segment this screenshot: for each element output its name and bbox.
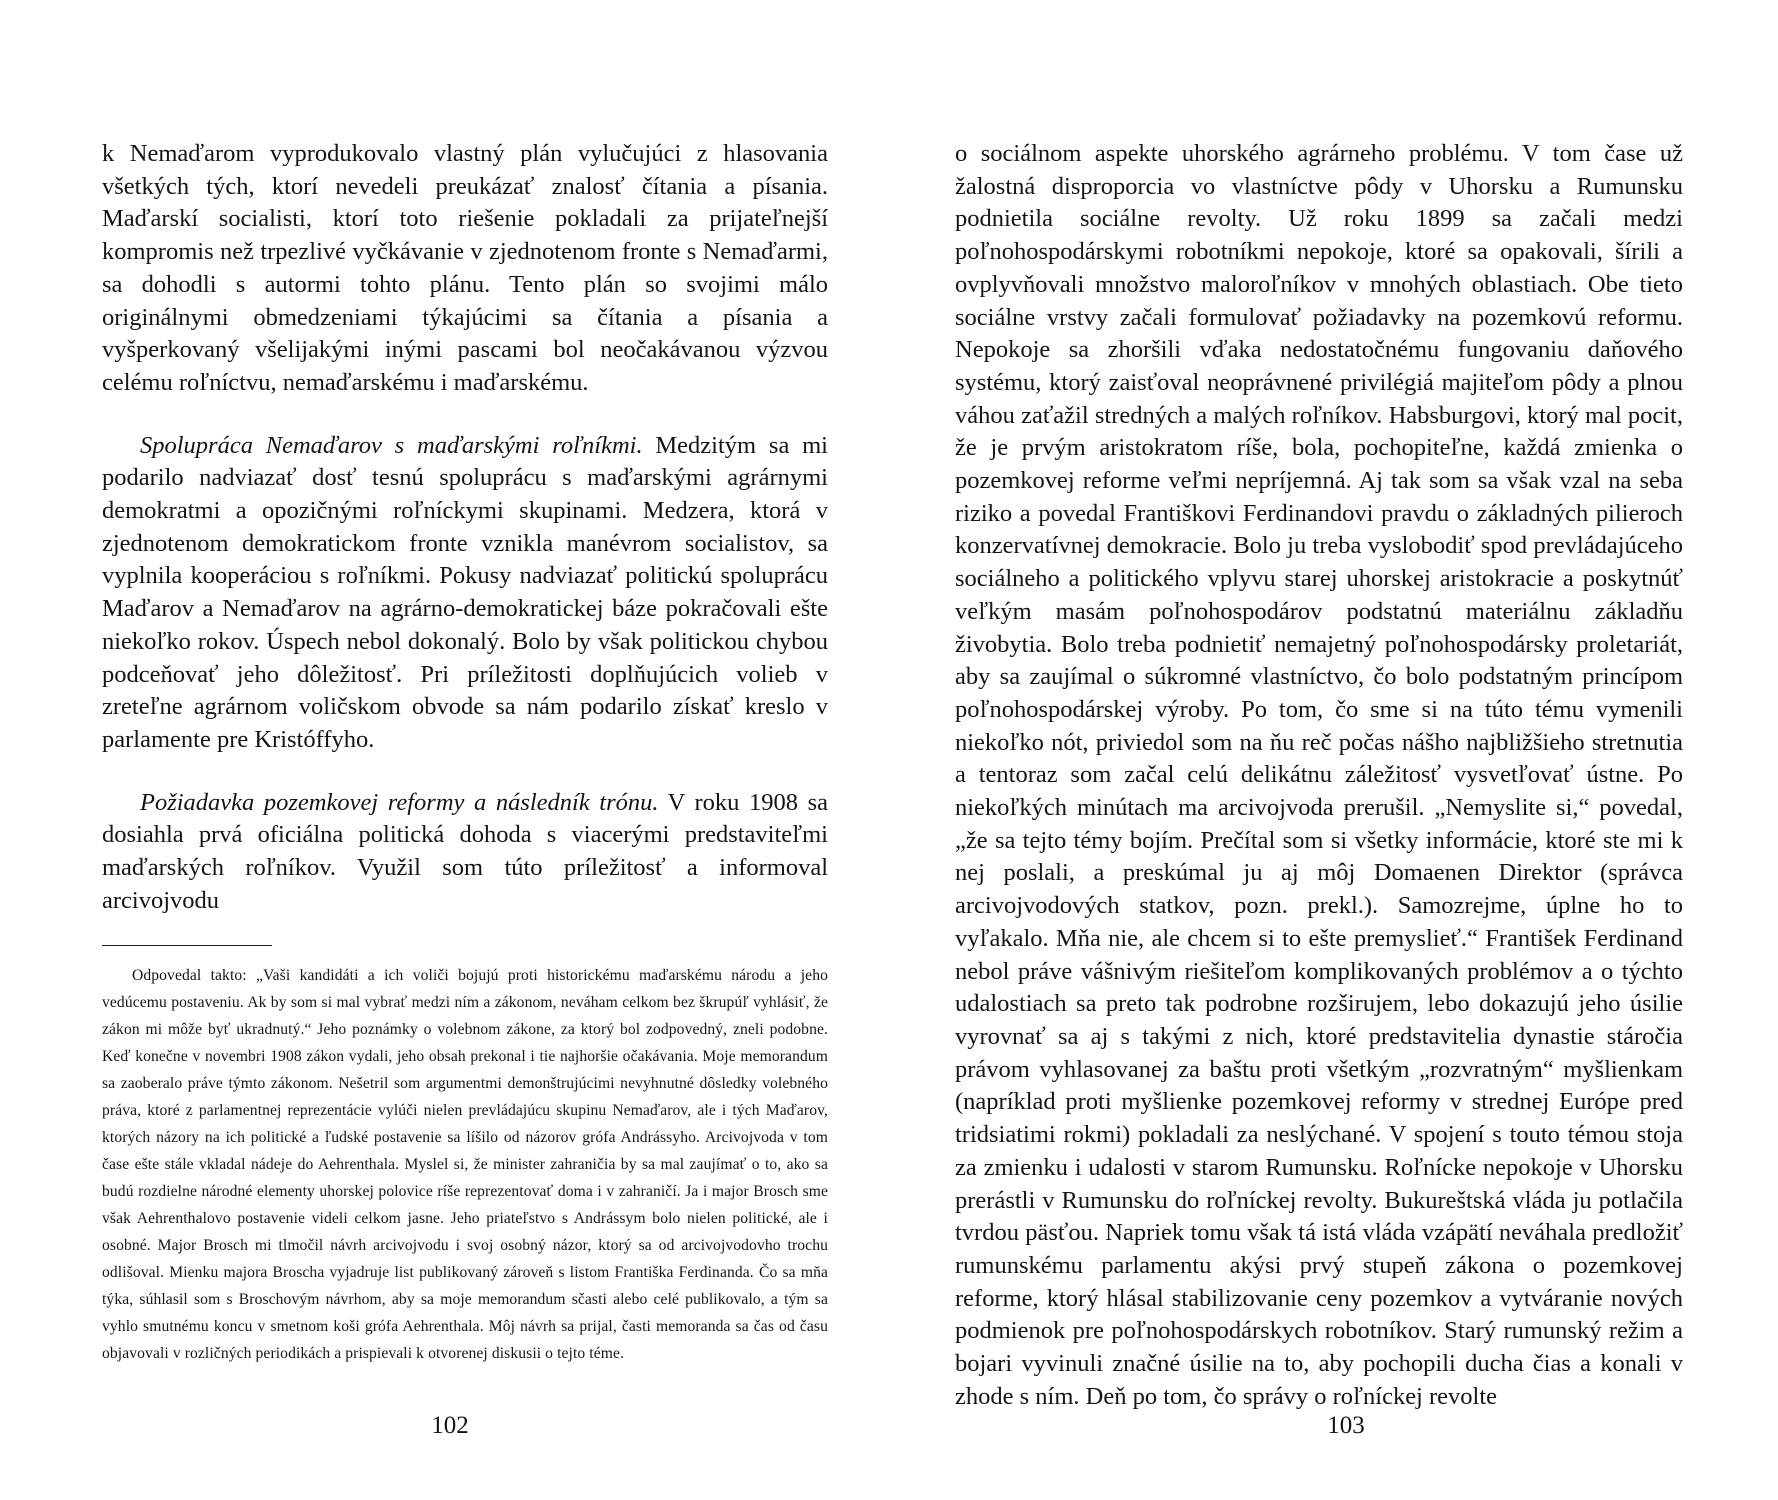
right-page-paragraph: o sociálnom aspekte uhorského agrárneho problému. V tom čase už žalostná disproporcia vo vlastníctve pôdy v Uhorsku a Rumunsku podnietila sociálne revolty. Už roku 1899 sa začali medzi poľnohospodárskymi robotníkmi nepokoje, ktoré sa opakovali, šírili a ovplyvňovali množstvo maloroľníkov v mnohých oblastiach. Obe tieto sociálne vrstvy začali formulovať požiadavky na pozemkovú reformu. Nepokoje sa zhoršili vďaka nedostatočnému fungovaniu daňového systému, ktorý zaisťoval neoprávnené privilégiá majiteľom pôdy a plnou váhou zaťažil stredných a malých roľníkov. Habsburgovi, ktorý mal pocit, že je prvým aristokratom ríše, bola, pochopiteľne, každá zmienka o pozemkovej reforme veľmi nepríjemná. Aj tak som sa však vzal na seba riziko a povedal Františkovi Ferdinandovi pravdu o základných pilieroch konzervatívnej demokracie. Bolo ju treba vyslobodiť spod prevládajúceho sociálneho a politického vplyvu starej uhorskej aristokracie a poskytnúť veľkým masám poľnohospodárov podstatnú materiálnu základňu živobytia. Bolo treba podnietiť nemajetný poľnohospodársky proletariát, aby sa zaujímal o súkromné vlastníctvo, čo bolo podstatným princípom poľnohospodárskej výroby. Po tom, čo sme si na túto tému vymenili niekoľko nót, priviedol som na ňu reč počas nášho najbližšieho stretnutia a tentoraz som začal celú delikátnu záležitosť vysvetľovať ústne. Po niekoľkých minútach ma arcivojvoda prerušil. „Nemyslite si,“ povedal, „že sa tejto témy bojím. Prečítal som si všetky informácie, ktoré ste mi k nej poslali, a preskúmal ju aj môj Domaenen Direktor (správca arcivojvodových statkov, pozn. prekl.). Samozrejme, úplne ho to vyľakalo. Mňa nie, ale chcem si to ešte premyslieť.“ František Ferdinand nebol práve vášnivým riešiteľom komplikovaných problémov a o týchto udalostiach sa preto tak podrobne rozširujem, lebo dokazujú jeho úsilie vyrovnať sa aj s takými z nich, ktoré predstavitelia dynastie stáročia právom vyhlasovanej za baštu proti všetkým „rozvratným“ myšlienkam (napríklad proti myšlienke pozemkovej reformy v strednej Európe pred tridsiatimi rokmi) pokladali za neslýchané. V spojení s touto témou stoja za zmienku i udalosti v starom Rumunsku. Roľnícke nepokoje v Uhorsku prerástli v Rumunsku do roľníckej revolty. Bukureštská vláda ju potlačila tvrdou päsťou. Napriek tomu však tá istá vláda vzápätí neváhala predložiť rumunskému parlamentu akýsi prvý stupeň zákona o pozemkovej reforme, ktorý hlásal stabilizovanie ceny pozemkov a vytváranie nových podmienok pre poľnohospodárskych robotníkov. Starý rumunský režim a bojari vyvinuli značné úsilie na to, aby pochopili ducha čias a konali v zhode s ním. Deň po tom, čo správy o roľníckej revolte — [955, 140, 1683, 1410]
footnote: Odpovedal takto: „Vaši kandidáti a ich voliči bojujú proti historickému maďarskému národu a jeho vedúcemu postaveniu. Ak by som si mal vybrať medzi ním a zákonom, neváham celkom bez škrupúľ vyhlásiť, že zákon mi môže byť ukradnutý.“ Jeho poznámky o volebnom zákone, za ktorý bol zodpovedný, zneli podobne. Keď konečne v novembri 1908 zákon vydali, jeho obsah prekonal i tie najhoršie očakávania. Moje memorandum sa zaoberalo práve týmto zákonom. Nešetril som argumentmi demonštrujúcimi nevyhnutné dôsledky volebného práva, ktoré z parlamentnej reprezentácie vylúči nielen prevládajúcu skupinu Nemaďarov, ale i tých Maďarov, ktorých názory na ich politické a ľudské postavenie sa líšilo od názorov grófa Andrássyho. Arcivojvoda v tom čase ešte stále vkladal nádeje do Aehrenthala. Myslel si, že minister zahraničia by sa mal zaujímať o to, ako sa budú rozdielne národné elementy uhorskej polovice ríše reprezentovať doma i v zahraničí. Ja i major Brosch sme však Aehrenthalovo postavenie videli celkom jasne. Jeho priateľstvo s Andrássym bolo nielen politické, ale i osobné. Major Brosch mi tlmočil návrh arcivojvodu i svoj osobný názor, ktorý sa od arcivojvodovho trochu odlišoval. Mienku majora Broscha vyjadruje list publikovaný zároveň s listom Františka Ferdinanda. Čo sa mňa týka, súhlasil som s Broschovým návrhom, aby sa moje memorandum sčasti alebo celé publikovalo, a tým sa vyhlo smutnému koncu v smetnom koši grófa Aehrenthala. Môj návrh sa prijal, časti memoranda sa čas od času objavovali v rozličných periodikách a prispievali k otvorenej diskusii o tejto téme. — [102, 967, 828, 1363]
left-page-text — [102, 138, 828, 1367]
right-page — [889, 0, 1778, 1500]
paragraph-3 — [102, 787, 828, 918]
right-page-text — [955, 138, 1683, 1413]
footnote-divider — [102, 945, 272, 946]
paragraph-3-heading: Požiadavka pozemkovej reformy a následník trónu. — [140, 788, 659, 816]
paragraph-1-body: k Nemaďarom vyprodukovalo vlastný plán vylučujúci z hlasovania všetkých tých, ktorí nevedeli preukázať znalosť čítania a písania. Maďarskí socialisti, ktorí toto riešenie pokladali za prijateľnejší kompromis než trpezlivé vyčkávanie v zjednotenom fronte s Nemaďarmi, sa dohodli s autormi tohto plánu. Tento plán so svojimi málo originálnymi obmedzeniami týkajúcimi sa čítania a písania a vyšperkovaný všelijakými inými pascami bol neočakávanou výzvou celému roľníctvu, nemaďarskému i maďarskému. — [102, 140, 828, 396]
paragraph-2-body: Medzitým sa mi podarilo nadviazať dosť tesnú spoluprácu s maďarskými agrárnymi demokratmi a opozičnými roľníckymi skupinami. Medzera, ktorá v zjednotenom demokratickom fronte vznikla manévrom socialistov, sa vyplnila kooperáciou s roľníkmi. Pokusy nadviazať politickú spoluprácu Maďarov a Nemaďarov na agrárno-demokratickej báze pokračovali ešte niekoľko rokov. Úspech nebol dokonalý. Bolo by však politickou chybou podceňovať jeho dôležitosť. Pri príležitosti doplňujúcich volieb v zreteľne agrárnom voličskom obvode sa nám podarilo získať kreslo v parlamente pre Kristóffyho. — [102, 431, 828, 753]
paragraph-2-heading: Spolupráca Nemaďarov s maďarskými roľníkmi. — [140, 431, 643, 459]
paragraph-2 — [102, 430, 828, 757]
page-number-left: 102 — [431, 1412, 469, 1439]
paragraph-3-body: V roku 1908 sa dosiahla prvá oficiálna politická dohoda s viacerými predstaviteľmi maďarských roľníkov. Využil som túto príležitosť a informoval arcivojvodu — [102, 788, 828, 914]
page-number-right: 103 — [1327, 1412, 1365, 1439]
paragraph-1 — [102, 138, 828, 400]
